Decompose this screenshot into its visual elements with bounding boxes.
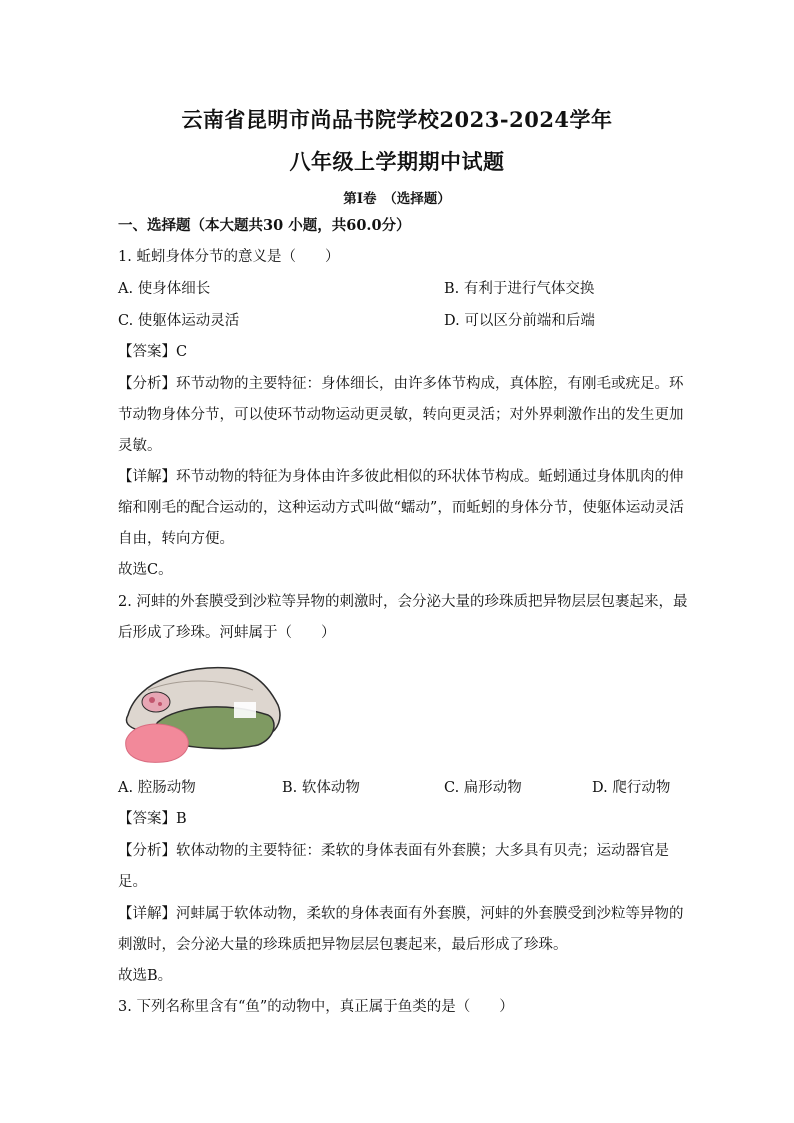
q1-option-c: C. 使躯体运动灵活 (118, 313, 240, 329)
clam-mantle (126, 724, 189, 762)
q2-conclusion: 故选B。 (118, 968, 173, 984)
detail-label: 【详解】 (118, 469, 176, 485)
river-clam-illustration (118, 660, 288, 765)
q1-detail-line-1: 【详解】环节动物的特征为身体由许多彼此相似的环状体节构成。蚯蚓通过身体肌肉的伸 (118, 469, 684, 485)
q2-stem-line-1: 2. 河蚌的外套膜受到沙粒等异物的刺激时，会分泌大量的珍珠质把异物层层包裹起来，最 (118, 594, 688, 610)
q2-stem-line-2: 后形成了珍珠。河蚌属于（ ） (118, 625, 336, 641)
analysis-label: 【分析】 (118, 843, 176, 859)
page-subtitle: 八年级上学期期中试题 (289, 149, 505, 174)
detail-label: 【详解】 (118, 906, 176, 922)
q2-detail-line-2: 刺激时，会分泌大量的珍珠质把异物层层包裹起来，最后形成了珍珠。 (118, 937, 568, 953)
q2-option-a: A. 腔肠动物 (118, 780, 196, 796)
q2-answer: 【答案】B (118, 811, 187, 827)
analysis-label: 【分析】 (118, 376, 176, 392)
q2-option-d: D. 爬行动物 (592, 780, 671, 796)
q1-analysis-line-3: 灵敏。 (118, 438, 162, 454)
q1-option-d: D. 可以区分前端和后端 (444, 313, 595, 329)
q1-stem: 1. 蚯蚓身体分节的意义是（ ） (118, 249, 340, 265)
clam-siphon (142, 692, 170, 712)
q1-option-a: A. 使身体细长 (118, 281, 211, 297)
q2-analysis-line-1: 【分析】软体动物的主要特征：柔软的身体表面有外套膜；大多具有贝壳；运动器官是 (118, 843, 669, 859)
q2-option-b: B. 软体动物 (282, 780, 360, 796)
page-title: 云南省昆明市尚品书院学校2023-2024学年 (181, 107, 613, 132)
q1-option-b: B. 有利于进行气体交换 (444, 281, 595, 297)
section-heading: 一、选择题（本大题共30 小题，共60.0分） (118, 217, 411, 234)
volume-label: 第Ⅰ卷 （选择题） (343, 191, 451, 207)
q1-conclusion: 故选C。 (118, 562, 173, 578)
q2-detail-line-1: 【详解】河蚌属于软体动物，柔软的身体表面有外套膜，河蚌的外套膜受到沙粒等异物的 (118, 906, 684, 922)
q1-detail-line-3: 自由，转向方便。 (118, 531, 234, 547)
q1-detail-line-2: 缩和刚毛的配合运动的，这种运动方式叫做“蠕动”，而蚯蚓的身体分节，使躯体运动灵活 (118, 500, 684, 516)
q1-answer: 【答案】C (118, 344, 188, 360)
q1-analysis-line-2: 节动物身体分节，可以使环节动物运动更灵敏，转向更灵活；对外界刺激作出的发生更加 (118, 407, 684, 423)
q2-option-c: C. 扁形动物 (444, 780, 522, 796)
q3-stem: 3. 下列名称里含有“鱼”的动物中，真正属于鱼类的是（ ） (118, 999, 514, 1015)
q2-analysis-line-2: 足。 (118, 874, 147, 890)
q1-analysis-line-1: 【分析】环节动物的主要特征：身体细长，由许多体节构成，真体腔，有刚毛或疣足。环 (118, 376, 684, 392)
